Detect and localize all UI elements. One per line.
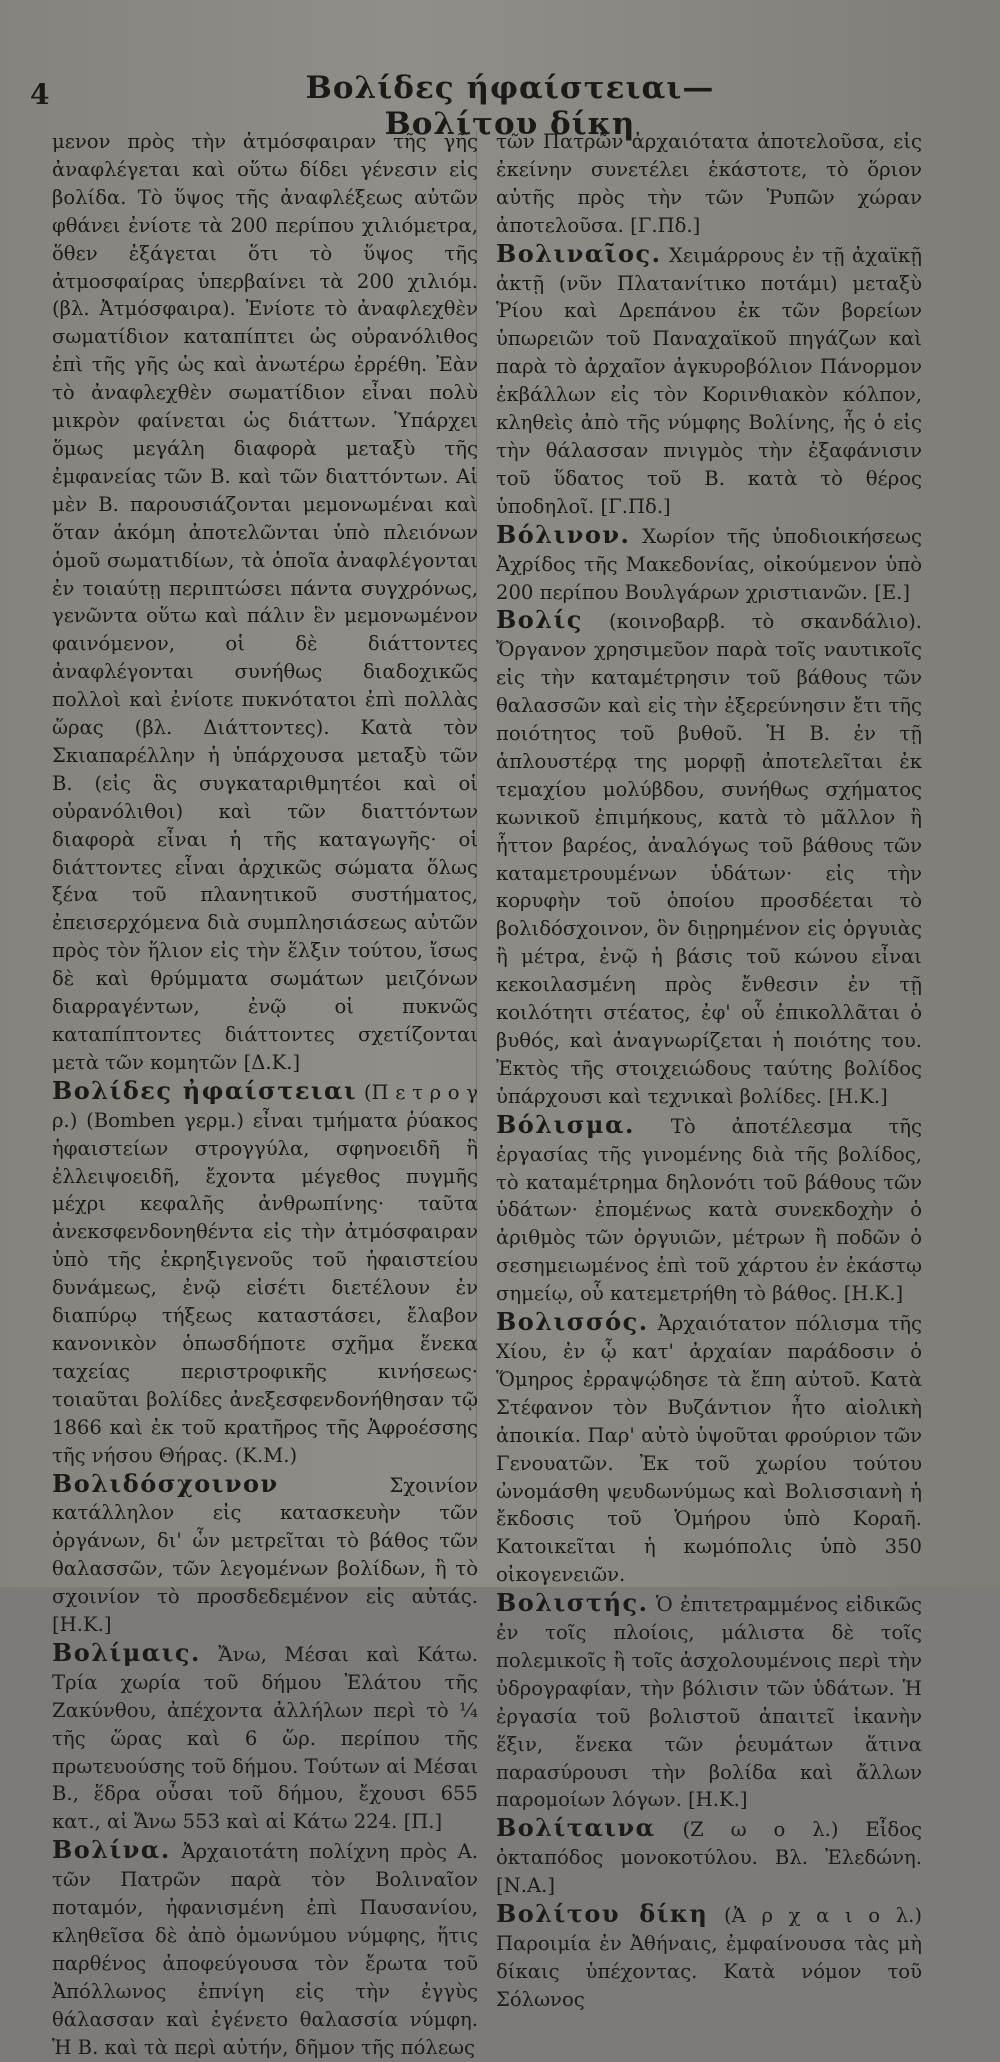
right-column xyxy=(496,128,922,2014)
entry-text: (κοινοβαρβ. τὸ σκανδάλιο). Ὄργανον χρησιμεῦον παρὰ τοῖς ναυτικοῖς εἰς τὴν καταμέτρησιν τοῦ βάθους τῶν θαλασσῶν καὶ εἰς τὴν ἐξερεύνησιν ἔτι τῆς ποιότητος τοῦ βυθοῦ. Ἡ Β. ἐν τῇ ἁπλουστέρᾳ της μορφῇ ἀποτελεῖται ἐκ τεμαχίου μολύβδου, συνήθως σχήματος κωνικοῦ ἐπιμήκους, κατὰ τὸ μᾶλλον ἢ ἧττον βαρέος, ἀναλόγως τοῦ βάθους τῶν καταμετρουμένων ὑδάτων· εἰς τὴν κορυφὴν τοῦ ὁποίου προσδέεται τὸ βολιδόσχοινον, ὃν διῃρημένον εἰς ὀργυιὰς ἢ μέτρα, ἐνῷ ἡ βάσις τοῦ κώνου εἶναι κεκοιλασμένη πρὸς ἔνθεσιν ἐν τῇ κοιλότητι στέατος, ἐφ' οὗ ἐπικολλᾶται ὁ βυθός, καὶ ἀναγνωρίζεται ἡ ποιότης του. Ἐκτὸς τῆς στοιχειώδους ταύτης βολίδος ὑπάρχουσι καὶ τεχνικαὶ βολίδες. [Η.Κ.] xyxy=(496,610,922,1108)
dictionary-entry xyxy=(496,1308,922,1589)
entry-headword: Βολιδόσχοινον xyxy=(52,1468,279,1498)
entry-text: Ἄνω, Μέσαι καὶ Κάτω. Τρία χωρία τοῦ δήμου Ἐλάτου τῆς Ζακύνθου, ἀπέχοντα ἀλλήλων περὶ τὸ ¼ τῆς ὥρας καὶ 6 ὥρ. περίπου τῆς πρωτευούσης τοῦ δήμου. Τούτων αἱ Μέσαι Β., ἕδρα οὖσαι τοῦ δήμου, ἔχουσι 655 κατ., αἱ Ἄνω 553 καὶ αἱ Κάτω 224. [Π.] xyxy=(52,1642,478,1834)
left-column xyxy=(52,128,478,2062)
entry-headword: Βολιναῖος. xyxy=(496,238,662,268)
page-number: 4 xyxy=(30,78,50,111)
entry-headword: Βολισσός. xyxy=(496,1307,649,1337)
entry-headword: Βολιστής. xyxy=(496,1588,649,1618)
entry-text: Σχοινίον κατάλληλον εἰς κατασκευὴν τῶν ὀργάνων, δι' ὧν μετρεῖται τὸ βάθος τῶν θαλασσῶν, τῶν λεγομένων βολίδων, ἢ τὸ σχοινίον τὸ προσδεδεμένον εἰς αὐτάς. [Η.Κ.] xyxy=(52,1473,478,1637)
entry-text: (Π ε τ ρ ο γ ρ.) (Bomben γερμ.) εἶναι τμήματα ῥύακος ἡφαιστείων στρογγύλα, σφηνοειδῆ ἢ ἐλλειψοειδῆ, ἔχοντα μέγεθος πυγμῆς μέχρι κεφαλῆς ἀνθρωπίνης· ταῦτα ἀνεκσφενδονηθέντα εἰς τὴν ἀτμόσφαιραν ὑπὸ τῆς ἐκρηξιγενοῦς τοῦ ἡφαιστείου δυνάμεως, ἐνῷ εἰσέτι διετέλουν ἐν διαπύρῳ τήξεως καταστάσει, ἔλαβον κανονικὸν ὁπωσδήποτε σχῆμα ἕνεκα ταχείας περιστροφικῆς κινήσεως· τοιαῦται βολίδες ἀνεξεσφενδονήθησαν τῷ 1866 καὶ ἐκ τοῦ κρατῆρος τῆς Ἀφροέσσης τῆς νήσου Θήρας. (Κ.Μ.) xyxy=(52,1080,478,1467)
dictionary-entry xyxy=(496,1589,922,1814)
dictionary-entry xyxy=(496,1814,922,1900)
entry-continuation xyxy=(496,128,922,240)
entry-text: Ἀρχαιότατον πόλισμα τῆς Χίου, ἐν ᾧ κατ' ἀρχαίαν παράδοσιν ὁ Ὅμηρος ἐρραψῴδησε τὰ ἔπη αὐτοῦ. Κατὰ Στέφανον τὸν Βυζάντιον ἦτο αἰολικὴ ἀποικία. Παρ' αὐτὸ ὑψοῦται φρούριον τῶν Γενουατῶν. Ἐκ τοῦ χωρίου τούτου ὠνομάσθη ψευδωνύμως καὶ Βολισσιανὴ ἡ ἔκδοσις τοῦ Ὁμήρου ὑπὸ Κοραῆ. Κατοικεῖται ἡ κωμόπολις ὑπὸ 350 οἰκογενειῶν. xyxy=(496,1312,922,1587)
dictionary-entry xyxy=(496,1111,922,1308)
entry-text: (Ζ ω ο λ.) Εἶδος ὀκταπόδος μονοκοτύλου. Βλ. Ἐλεδώνη. [Ν.Α.] xyxy=(496,1818,922,1898)
dictionary-entry xyxy=(52,1077,478,1470)
entry-text: Ὁ ἐπιτετραμμένος εἰδικῶς ἐν τοῖς πλοίοις, μάλιστα δὲ τοῖς πολεμικοῖς ἢ τοῖς ἀσχολουμένοις περὶ τὴν ὑδρογραφίαν, τὴν βόλισιν τῶν ὑδάτων. Ἡ ἐργασία τοῦ βολιστοῦ ἀπαιτεῖ ἱκανὴν ἕξιν, ἕνεκα τῶν ῥευμάτων ἅτινα παρασύρουσι τὴν βολίδα καὶ ἄλλων παρομοίων λόγων. [Η.Κ.] xyxy=(496,1593,922,1812)
entry-headword: Βολίνα. xyxy=(52,1835,171,1865)
dictionary-entry xyxy=(496,240,922,521)
dictionary-entry xyxy=(52,1639,478,1836)
entry-headword: Βολίς xyxy=(496,605,583,635)
dictionary-entry xyxy=(496,1900,922,2014)
entry-continuation xyxy=(52,128,478,1077)
entry-text: (Ἀ ρ χ α ι ο λ.) Παροιμία ἐν Ἀθήναις, ἐμφαίνουσα τὰς μὴ δίκαις ὑπέχοντας. Κατὰ νόμον τοῦ Σόλωνος xyxy=(496,1904,922,2011)
entry-text: Χωρίον τῆς ὑποδιοικήσεως Ἀχρίδος τῆς Μακεδονίας, οἰκούμενον ὑπὸ 200 περίπου Βουλγάρων χριστιανῶν. [Ε.] xyxy=(496,524,922,604)
entry-headword: Βολίδες ἠφαίστειαι xyxy=(52,1075,358,1105)
running-head: Βολίδες ήφαίστειαι—Βολίτου δίκη xyxy=(305,70,715,142)
dictionary-entry xyxy=(496,521,922,607)
dictionary-entry xyxy=(496,606,922,1110)
dictionary-entry xyxy=(52,1470,478,1639)
entry-headword: Βολίταινα xyxy=(496,1813,656,1843)
entry-headword: Βόλινον. xyxy=(496,519,631,549)
dictionary-entry xyxy=(52,1836,478,2061)
entry-text: μενον πρὸς τὴν ἀτμόσφαιραν τῆς γῆς ἀναφλέγεται καὶ οὕτω δίδει γένεσιν εἰς βολίδα. Τὸ ὕψος τῆς ἀναφλέξεως αὐτῶν φθάνει ἐνίοτε τὰ 200 περίπου χιλιόμετρα, ὅθεν ἐξάγεται ὅτι τὸ ὕψος τῆς ἀτμοσφαίρας ὑπερβαίνει τὰ 200 χιλιόμ. (βλ. Ἀτμόσφαιρα). Ἐνίοτε τὸ ἀναφλεχθὲν σωματίδιον καταπίπτει ὡς οὐρανόλιθος ἐπὶ τῆς γῆς ὡς καὶ ἀνωτέρω ἐρρέθη. Ἐὰν τὸ ἀναφλεχθὲν σωματίδιον εἶναι πολὺ μικρὸν φαίνεται ὡς διάττων. Ὑπάρχει ὅμως μεγάλη διαφορὰ μεταξὺ τῆς ἐμφανείας τῶν Β. καὶ τῶν διαττόντων. Αἱ μὲν Β. παρουσιάζονται μεμονωμέναι καὶ ὅταν ἀκόμη ἀποτελῶνται ὑπὸ πλειόνων ὁμοῦ σωματιδίων, τὰ ὁποῖα ἀναφλέγονται ἐν τοιαύτῃ περιπτώσει πάντα συγχρόνως, γενῶντα οὕτω καὶ πάλιν ἓν μεμονωμένον φαινόμενον, οἱ δὲ διάττοντες ἀναφλέγονται συνήθως διαδοχικῶς πολλοὶ καὶ ἐνίοτε πυκνότατοι ἐπὶ πολλὰς ὥρας (βλ. Διάττοντες). Κατὰ τὸν Σκιαπαρέλλην ἡ ὑπάρχουσα μεταξὺ τῶν Β. (εἰς ἃς συγκαταριθμητέοι καὶ οἱ οὐρανόλιθοι) καὶ τῶν διαττόντων διαφορὰ εἶναι ἡ τῆς καταγωγῆς· οἱ διάττοντες εἶναι ἀρχικῶς σώματα ὅλως ξένα τοῦ πλανητικοῦ συστήματος, ἐπεισερχόμενα διὰ συμπλησιάσεως αὐτῶν πρὸς τὸν ἥλιον εἰς τὴν ἕλξιν τούτου, ἴσως δὲ καὶ θρύμματα σωμάτων μειζόνων διαρραγέντων, ἐνῷ οἱ πυκνῶς καταπίπτοντες διάττοντες σχετίζονται μετὰ τῶν κομητῶν [Δ.Κ.] xyxy=(52,130,478,1074)
entry-headword: Βόλισμα. xyxy=(496,1109,635,1139)
entry-headword: Βολίτου δίκη xyxy=(496,1899,709,1929)
entry-text: τῶν Πατρῶν ἀρχαιότατα ἀποτελοῦσα, εἰς ἐκείνην συνετέλει ἑκάστοτε, τὸ ὅριον αὐτῆς πρὸς τὴν τῶν Ῥυπῶν χώραν ἀποτελοῦσα. [Γ.Πδ.] xyxy=(496,130,922,237)
entry-text: Χειμάρρους ἐν τῇ ἀχαϊκῇ ἀκτῇ (νῦν Πλατανίτικο ποτάμι) μεταξὺ Ῥίου καὶ Δρεπάνου ἐκ τῶν βορείων ὑπωρειῶν τοῦ Παναχαϊκοῦ πηγάζων καὶ παρὰ τὸ ἀρχαῖον ἀγκυροβόλιον Πάνορμον ἐκβάλλων εἰς τὸν Κορινθιακὸν κόλπον, κληθεὶς ἀπὸ τῆς νύμφης Βολίνης, ἧς ὁ εἰς τὴν θάλασσαν πνιγμὸς τὴν ἐξαφάνισιν τοῦ ὕδατος τοῦ Β. κατὰ τὸ θέρος ὑποδηλοῖ. [Γ.Πδ.] xyxy=(496,243,922,518)
entry-headword: Βολίμαις. xyxy=(52,1637,201,1667)
entry-text: Ἀρχαιοτάτη πολίχνη πρὸς Α. τῶν Πατρῶν παρὰ τὸν Βολιναῖον ποταμόν, ἠφανισμένη ἐπὶ Παυσανίου, κληθεῖσα δὲ ἀπὸ ὁμωνύμου νύμφης, ἥτις παρθένος ἀποφεύγουσα τὸν ἔρωτα τοῦ Ἀπόλλωνος ἐπνίγη εἰς τὴν ἐγγὺς θάλασσαν καὶ ἐγένετο θαλασσία νύμφη. Ἡ Β. καὶ τὰ περὶ αὐτήν, δῆμον τῆς πόλεως xyxy=(52,1840,478,2059)
entry-text: Τὸ ἀποτέλεσμα τῆς ἐργασίας τῆς γινομένης διὰ τῆς βολίδος, τὸ καταμέτρημα δηλονότι τοῦ βάθους τῶν ὑδάτων· ἐπομένως κατὰ συνεκδοχὴν ὁ ἀριθμὸς τῶν ὀργυιῶν, μέτρων ἢ ποδῶν ὁ σεσημειωμένος ἐπὶ τοῦ χάρτου ἐν ἑκάστῳ σημείῳ, οὗ κατεμετρήθη τὸ βάθος. [Η.Κ.] xyxy=(496,1114,922,1306)
